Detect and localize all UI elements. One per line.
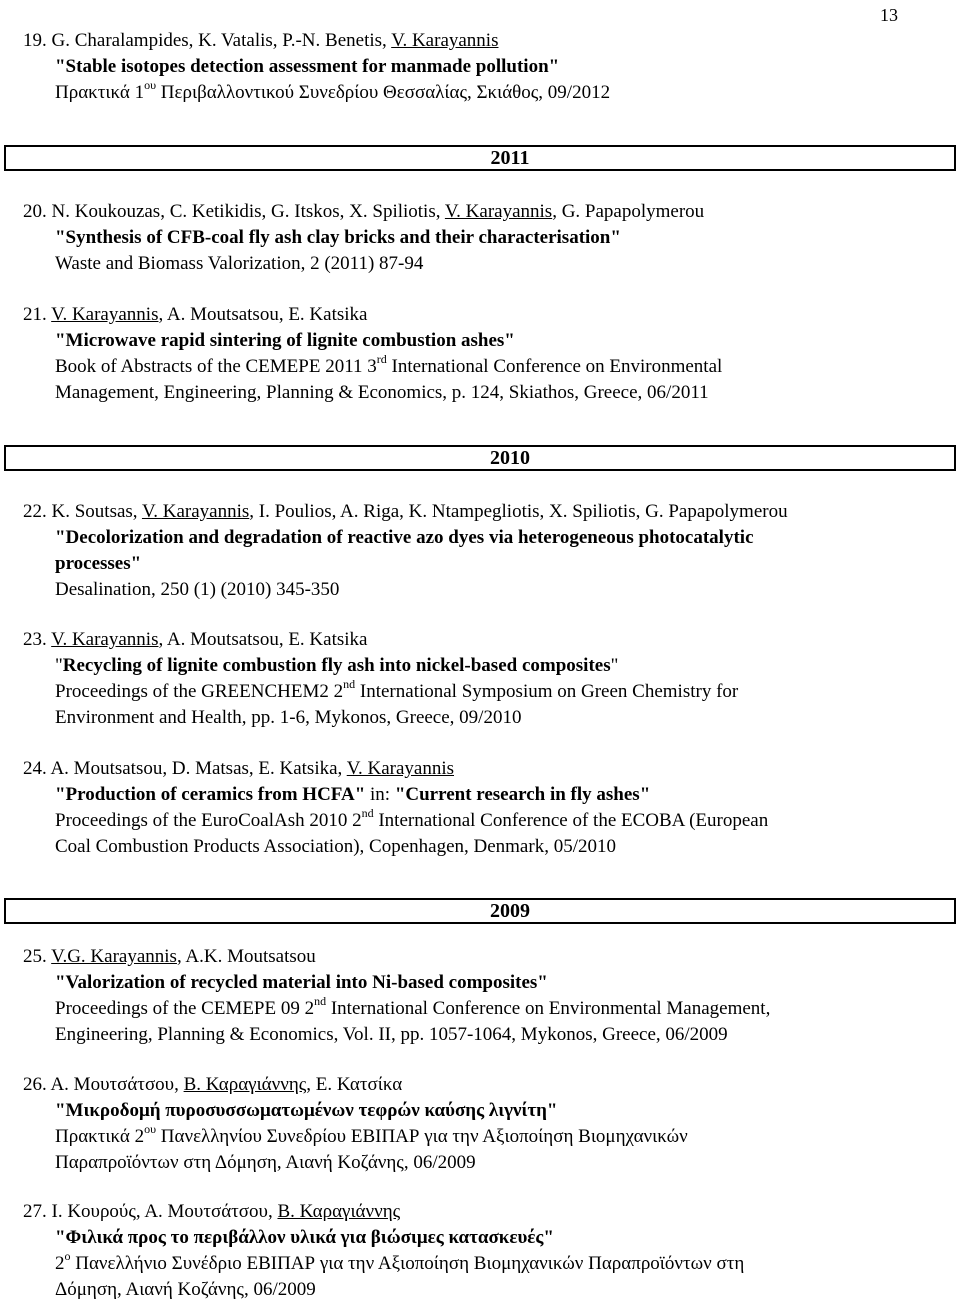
entry-author-highlight: V. Karayannis <box>346 758 454 779</box>
entry-title: "Recycling of lignite combustion fly ash into nickel-based composites" <box>55 655 619 676</box>
entry-title: "Μικροδομή πυροσυσσωματωμένων τεφρών καύσης λιγνίτη" <box>55 1100 558 1121</box>
entry-title: "Stable isotopes detection assessment for manmade pollution" <box>55 56 560 77</box>
entry-title: "Synthesis of CFB-coal fly ash clay bricks and their characterisation" <box>55 227 621 248</box>
entry-venue: Proceedings of the GREENCHEM2 2nd International Symposium on Green Chemistry for <box>55 676 739 702</box>
entry-title: "Φιλικά προς το περιβάλλον υλικά για βιώσιμες κατασκευές" <box>55 1227 554 1248</box>
publication-entry <box>23 302 923 406</box>
publication-entry <box>23 499 923 603</box>
entry-venue: Πρακτικά $2^{o\upsilon}$ Πανελληνίου Συνεδρίου ΕΒΙΠΑΡ για την Αξιοποίηση Βιομηχανικών <box>55 1121 688 1147</box>
entry-authors-line: 20. N. Koukouzas, C. Ketikidis, G. Itskos, X. Spiliotis, V. Karayannis, G. Papapolymerou <box>23 201 705 222</box>
year-header: 2010 <box>490 447 530 469</box>
entry-author-highlight: V. Karayannis <box>141 501 250 522</box>
entry-venue: Waste and Biomass Valorization, 2 (2011) 87-94 <box>55 253 424 274</box>
publication-entry <box>23 1199 923 1303</box>
entry-authors-line: 25. V.G. Karayannis, A.K. Moutsatsou <box>23 946 316 967</box>
entry-title: "Microwave rapid sintering of lignite combustion ashes" <box>55 330 515 351</box>
entry-author-highlight: V. Karayannis <box>444 201 553 222</box>
entry-venue: Proceedings of the CEMEPE 09 2nd International Conference on Environmental Management, <box>55 993 771 1019</box>
page-number: 13 <box>880 5 898 25</box>
entry-author-highlight: Β. Καραγιάννης <box>183 1074 307 1095</box>
entry-venue-cont: Environment and Health, pp. 1-6, Mykonos, Greece, 09/2010 <box>55 707 522 728</box>
publication-entry <box>23 28 923 106</box>
entry-author-highlight: V.G. Karayannis <box>51 946 177 967</box>
entry-author-highlight: V. Karayannis <box>51 629 159 650</box>
publication-entry <box>23 199 923 277</box>
entry-authors-line: 21. V. Karayannis, A. Moutsatsou, E. Katsika <box>23 304 368 325</box>
entry-venue: Πρακτικά $1^{o\upsilon}$ Περιβαλλοντικού Συνεδρίου Θεσσαλίας, Σκιάθος, 09/2012 <box>55 77 611 103</box>
entry-authors-line: 22. K. Soutsas, V. Karayannis, I. Poulios, A. Riga, K. Ntampegliotis, X. Spiliotis, G. Papapolymerou <box>23 501 788 522</box>
entry-authors: G. Charalampides, K. Vatalis, P.-N. Benetis, <box>51 30 392 51</box>
entry-venue-cont: Δόμηση, Αιανή Κοζάνης, 06/2009 <box>55 1279 316 1300</box>
entry-author-highlight: Β. Καραγιάννης <box>277 1201 401 1222</box>
publication-entry <box>23 627 923 731</box>
year-header: 2009 <box>490 900 530 922</box>
entry-author-highlight: V. Karayannis <box>391 30 499 51</box>
entry-venue-cont: Παραπροϊόντων στη Δόμηση, Αιανή Κοζάνης, 06/2009 <box>55 1152 476 1173</box>
publication-entry <box>23 1072 923 1176</box>
entry-authors-line: 27. Ι. Κουρούς, Α. Μουτσάτσου, Β. Καραγιάννης <box>23 1201 401 1222</box>
entry-author-highlight: V. Karayannis <box>51 304 159 325</box>
entry-venue: Proceedings of the EuroCoalAsh 2010 2nd International Conference of the ECOBA (European <box>55 805 769 831</box>
year-header: 2011 <box>490 147 530 169</box>
entry-venue-cont: Management, Engineering, Planning & Economics, p. 124, Skiathos, Greece, 06/2011 <box>55 382 709 403</box>
entry-title: "Production of ceramics from HCFA" in: "Current research in fly ashes" <box>55 784 651 805</box>
publication-entry <box>23 944 923 1048</box>
entry-title-cont: processes" <box>55 553 142 574</box>
entry-venue: Book of Abstracts of the CEMEPE 2011 3rd International Conference on Environmental <box>55 351 723 377</box>
entry-authors-line <box>23 28 923 54</box>
publication-entry <box>23 756 923 860</box>
entry-authors-line: 23. V. Karayannis, A. Moutsatsou, E. Katsika <box>23 629 368 650</box>
entry-venue: Desalination, 250 (1) (2010) 345-350 <box>55 579 340 600</box>
entry-venue-cont: Coal Combustion Products Association), Copenhagen, Denmark, 05/2010 <box>55 836 616 857</box>
entry-venue-cont: Engineering, Planning & Economics, Vol. II, pp. 1057-1064, Mykonos, Greece, 06/2009 <box>55 1024 728 1045</box>
entry-authors-line: 24. A. Moutsatsou, D. Matsas, E. Katsika, V. Karayannis <box>23 758 454 779</box>
entry-title: "Valorization of recycled material into Ni-based composites" <box>55 972 548 993</box>
entry-number: 19. <box>23 30 47 51</box>
entry-venue: $2^o$ Πανελλήνιο Συνέδριο ΕΒΙΠΑΡ για την Αξιοποίηση Βιομηχανικών Παραπροϊόντων στη <box>55 1248 745 1274</box>
entry-title: "Decolorization and degradation of reactive azo dyes via heterogeneous photocatalytic <box>55 527 754 548</box>
entry-authors-line: 26. Α. Μουτσάτσου, Β. Καραγιάννης, Ε. Κατσίκα <box>23 1074 403 1095</box>
